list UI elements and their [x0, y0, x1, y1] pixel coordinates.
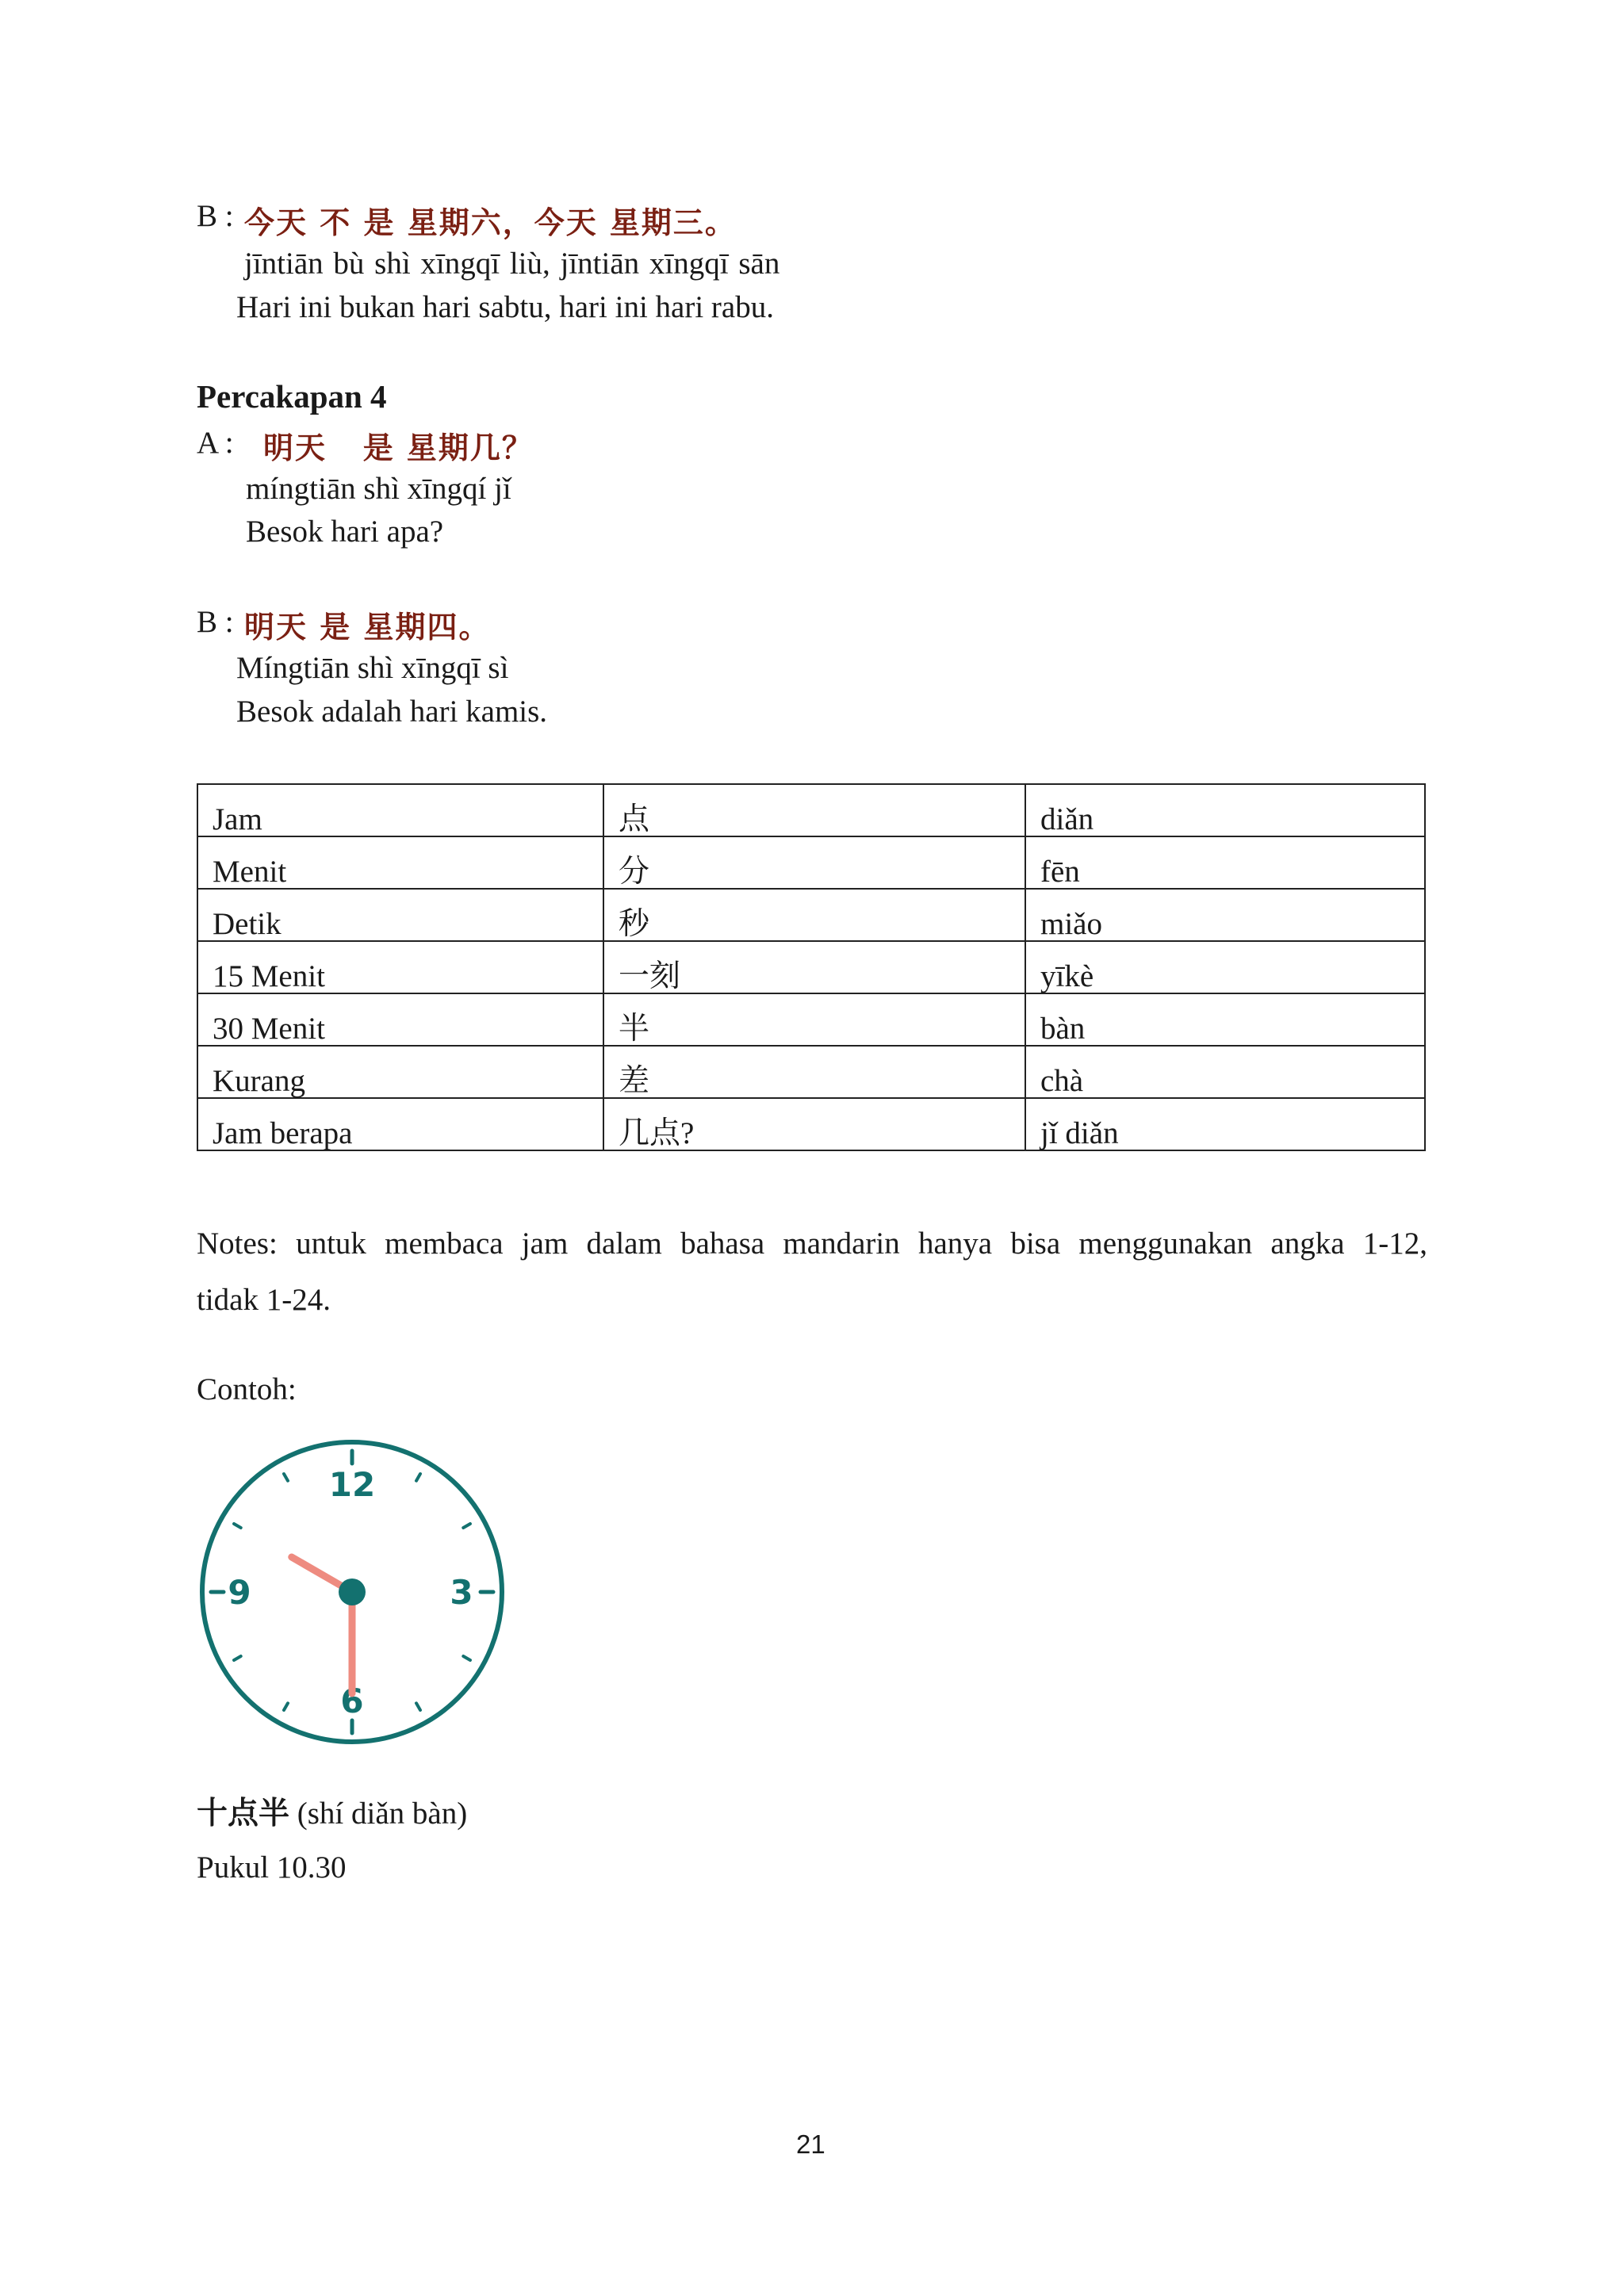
table-cell-hanzi: 秒	[603, 889, 1025, 941]
conv3-b-pinyin: jīntiān bù shì xīngqī liù, jīntiān xīngqī sān	[244, 247, 780, 281]
conv3-b-speaker: B :	[197, 199, 234, 233]
table-cell-indonesian: Jam berapa	[197, 1098, 603, 1150]
table-cell-hanzi: 几点?	[603, 1098, 1025, 1150]
conv4-b-pinyin: Míngtiān shì xīngqī sì	[236, 651, 509, 685]
clock-center	[339, 1578, 366, 1605]
table-cell-pinyin: chà	[1025, 1046, 1425, 1098]
conv3-b-translation: Hari ini bukan hari sabtu, hari ini hari rabu.	[236, 290, 774, 324]
notes-line-2: tidak 1-24.	[197, 1283, 331, 1317]
table-cell-indonesian: 15 Menit	[197, 941, 603, 993]
clock-number-12: 12	[328, 1465, 376, 1504]
clock-number-9: 9	[228, 1573, 251, 1612]
table-cell-indonesian: Detik	[197, 889, 603, 941]
conv4-a-translation: Besok hari apa?	[246, 515, 444, 549]
table-cell-indonesian: Menit	[197, 836, 603, 889]
conv4-a-hanzi: 明天 是 星期几？	[263, 430, 534, 465]
conv4-a-pinyin: míngtiān shì xīngqí jǐ	[246, 472, 511, 506]
example-hanzi: 十点半	[197, 1796, 290, 1831]
table-cell-pinyin: bàn	[1025, 993, 1425, 1046]
table-cell-pinyin: miǎo	[1025, 889, 1425, 941]
table-cell-hanzi: 点	[603, 784, 1025, 836]
table-row	[197, 1046, 1425, 1098]
clock-illustration	[195, 1435, 509, 1749]
conv4-b-translation: Besok adalah hari kamis.	[236, 695, 548, 729]
table-cell-pinyin: yīkè	[1025, 941, 1425, 993]
conv4-b-speaker: B :	[197, 605, 234, 639]
vocab-table	[197, 783, 1426, 1151]
conv4-heading: Percakapan 4	[197, 378, 387, 415]
notes-line-1: Notes: untuk membaca jam dalam bahasa mandarin hanya bisa menggunakan angka 1-12,	[197, 1226, 1427, 1261]
example-time: Pukul 10.30	[197, 1850, 347, 1885]
example-label: Contoh:	[197, 1372, 297, 1406]
clock-number-3: 3	[450, 1573, 473, 1612]
table-cell-indonesian: Kurang	[197, 1046, 603, 1098]
conv3-b-hanzi: 今天 不 是 星期六，今天 星期三。	[244, 205, 737, 240]
table-cell-hanzi: 差	[603, 1046, 1025, 1098]
table-cell-hanzi: 半	[603, 993, 1025, 1046]
example-line	[197, 1789, 467, 1833]
table-row	[197, 889, 1425, 941]
table-row	[197, 993, 1425, 1046]
table-cell-indonesian: Jam	[197, 784, 603, 836]
table-cell-hanzi: 分	[603, 836, 1025, 889]
page-number: 21	[796, 2130, 825, 2159]
table-row	[197, 1098, 1425, 1150]
table-cell-pinyin: fēn	[1025, 836, 1425, 889]
clock-number-6: 6	[340, 1682, 364, 1720]
table-cell-indonesian: 30 Menit	[197, 993, 603, 1046]
conv4-b-hanzi: 明天 是 星期四。	[244, 610, 491, 645]
example-pinyin: (shí diǎn bàn)	[297, 1797, 468, 1831]
table-row	[197, 941, 1425, 993]
table-cell-pinyin: jǐ diǎn	[1025, 1098, 1425, 1150]
conv4-a-speaker: A :	[197, 426, 234, 460]
table-cell-pinyin: diǎn	[1025, 784, 1425, 836]
table-row	[197, 784, 1425, 836]
table-cell-hanzi: 一刻	[603, 941, 1025, 993]
table-row	[197, 836, 1425, 889]
